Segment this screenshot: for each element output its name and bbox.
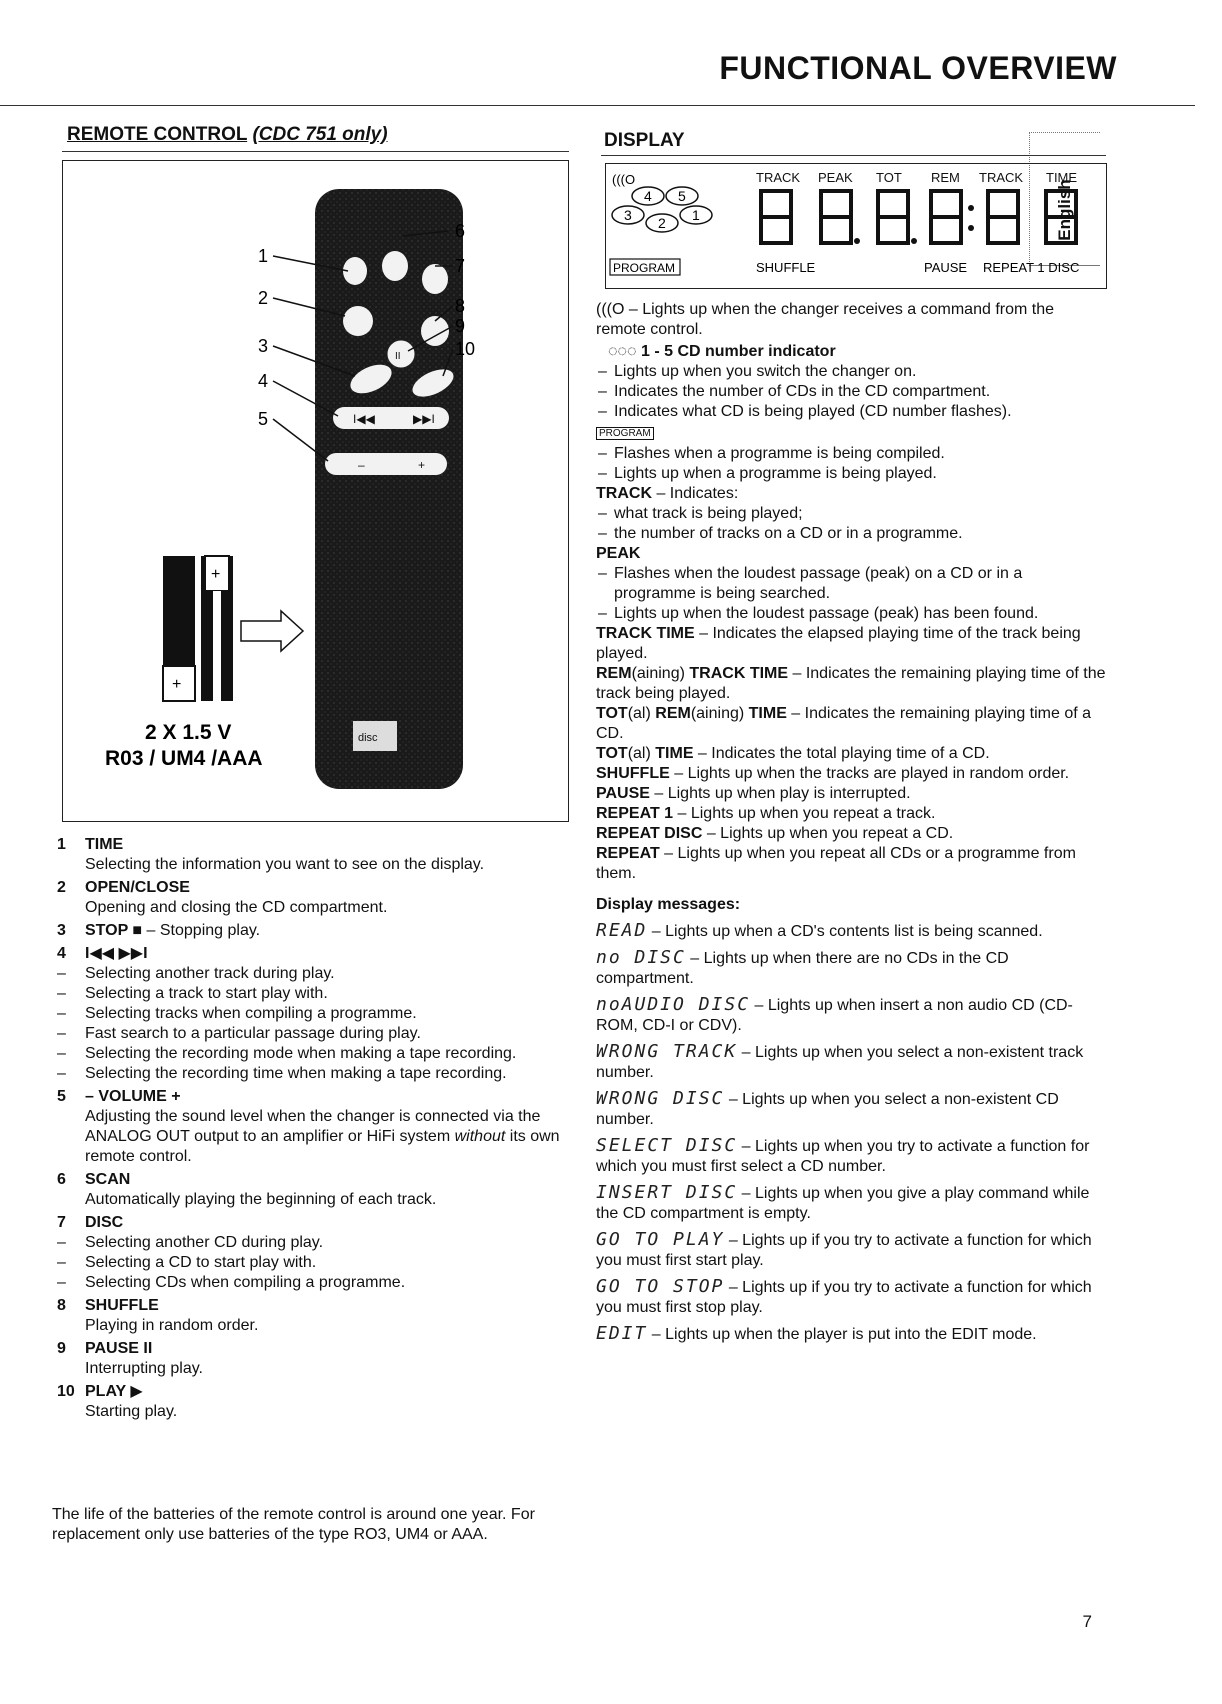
display-heading: DISPLAY [604, 130, 685, 151]
display-message: EDIT – Lights up when the player is put into the EDIT mode. [596, 1323, 1037, 1344]
svg-text:+: + [211, 566, 221, 583]
list-item: 9 PAUSE II Interrupting play. [57, 1340, 203, 1377]
callout-3: 3 [258, 336, 269, 356]
battery-spec-voltage: 2 X 1.5 V [145, 721, 232, 744]
disc-dash-list: – Selecting another CD during play. – Selecting a CD to start play with. – Selecting CDs when compiling a programme. [57, 1233, 577, 1293]
callout-1: 1 [258, 246, 269, 266]
list-item: 5 – VOLUME + Adjusting the sound level when the changer is connected via the ANALOG OUT output to an amplifier or HiFi system without its own remote control. [57, 1088, 560, 1165]
cd-bubbles-icon: ◌◌◌ [608, 343, 637, 360]
callout-9: 9 [455, 316, 466, 336]
lcd-panel [605, 163, 1107, 289]
remote-heading-text: REMOTE CONTROL [67, 124, 248, 145]
svg-text:PEAK: PEAK [818, 170, 853, 185]
svg-text:▶▶I: ▶▶I [413, 412, 435, 426]
callout-7: 7 [455, 256, 466, 276]
page-title: FUNCTIONAL OVERVIEW [719, 50, 1117, 86]
remote-functions-list [57, 835, 577, 1425]
lcd-top-labels [756, 170, 1077, 185]
remote-heading-note: (CDC 751 only) [252, 124, 388, 145]
list-item: 4 I◀◀ ▶▶I [57, 945, 148, 962]
display-message: WRONG TRACK – Lights up when you select a non-existent track number. [596, 1041, 1084, 1081]
cd-number-indicator [612, 187, 712, 232]
batteries-illustration [163, 556, 303, 701]
page-number: 7 [1082, 1612, 1092, 1631]
lcd-digits [761, 191, 1076, 243]
svg-text:2: 2 [658, 215, 666, 231]
list-item: 3 STOP ■ – Stopping play. [57, 922, 261, 939]
pause-label: PAUSE [924, 260, 968, 275]
svg-text:TOT: TOT [876, 170, 902, 185]
callout-5: 5 [258, 409, 269, 429]
svg-text:3: 3 [624, 207, 632, 223]
remote-receive-symbol: (((O [612, 172, 636, 187]
display-message: noAUDIO DISC – Lights up when insert a non audio CD (CD-ROM, CD-I or CDV). [596, 994, 1073, 1034]
svg-text:4: 4 [644, 188, 652, 204]
svg-text:disc: disc [358, 732, 378, 744]
header-rule [0, 105, 1195, 106]
display-message: SELECT DISC – Lights up when you try to activate a function for which you must first select a CD number. [596, 1135, 1090, 1175]
scan-button [382, 251, 408, 281]
battery-note: The life of the batteries of the remote control is around one year. For replacement only use batteries of the type RO3, UM4 or AAA. [52, 1506, 535, 1543]
svg-text:+: + [172, 676, 182, 693]
callout-2: 2 [258, 288, 269, 308]
svg-text:1: 1 [692, 207, 700, 223]
disc-button [422, 264, 448, 294]
battery-spec-type: R03 / UM4 /AAA [105, 747, 263, 770]
list-item: 2 OPEN/CLOSE Opening and closing the CD compartment. [57, 879, 388, 916]
repeat-label: REPEAT 1 DISC [983, 260, 1080, 275]
list-item: 10 PLAY ▶ Starting play. [57, 1383, 178, 1420]
svg-text:II: II [395, 351, 401, 362]
display-message: INSERT DISC – Lights up when you give a play command while the CD compartment is empty. [596, 1182, 1090, 1222]
display-heading-rule [601, 155, 1106, 156]
display-message: GO TO STOP – Lights up if you try to activate a function for which you must first stop play. [596, 1276, 1092, 1316]
volume-bar [325, 453, 447, 475]
list-item: 6 SCAN Automatically playing the beginning of each track. [57, 1171, 437, 1208]
svg-text:5: 5 [678, 188, 686, 204]
language-tab-label: English [1055, 179, 1074, 241]
remote-heading-rule [62, 151, 569, 152]
remote-receive-symbol-inline: (((O [596, 301, 625, 318]
list-item: 7 DISC [57, 1214, 124, 1231]
svg-text:I◀◀: I◀◀ [353, 412, 375, 426]
svg-text:TRACK: TRACK [979, 170, 1024, 185]
display-message: WRONG DISC – Lights up when you select a non-existent CD number. [596, 1088, 1059, 1128]
svg-text:+: + [418, 458, 426, 472]
lcd-illustration [606, 164, 1106, 288]
svg-text:REM: REM [931, 170, 960, 185]
list-item: 8 SHUFFLE Playing in random order. [57, 1297, 259, 1334]
display-messages-heading: Display messages: [596, 896, 741, 913]
pause-button [387, 340, 415, 368]
program-badge: PROGRAM [596, 427, 654, 440]
svg-text:TRACK: TRACK [756, 170, 801, 185]
remote-heading [67, 124, 388, 146]
program-label: PROGRAM [613, 261, 676, 275]
display-message: READ – Lights up when a CD's contents list is being scanned. [596, 920, 1043, 941]
display-message: no DISC – Lights up when there are no CDs in the CD compartment. [596, 947, 1009, 987]
callout-10: 10 [455, 339, 476, 359]
callout-8: 8 [455, 296, 466, 316]
remote-illustration [63, 161, 568, 821]
callout-4: 4 [258, 371, 269, 391]
skip-dash-list: – Selecting another track during play. – Selecting a track to start play with. – Selecting tracks when compiling a programme. – Fast search to a particular passage during play. – Selecting the recording mode when making a tape recording. – Selecting the recording time when making a tape recording. [57, 964, 577, 1084]
svg-text:–: – [358, 458, 365, 472]
display-message: GO TO PLAY – Lights up if you try to activate a function for which you must first start play. [596, 1229, 1092, 1269]
shuffle-label: SHUFFLE [756, 260, 816, 275]
display-description: (((O – Lights up when the changer receives a command from the remote control. ◌◌◌ 1 - 5 CD number indicator – Lights up when you switch the changer on. – Indicates the number of CDs in the CD compartment. – Indicates what CD is being played (CD number flashes). PROGRAM – Flashes when a programme is being compiled. – Lights up when a programme is being played. TRACK – Indicates: – what track is being played; – the number of tracks on a CD or in a programme. PEAK – Flashes when the loudest passage (peak) on a CD or in a programme is being searched. – Lights up when the loudest passage (peak) has been found. TRACK TIME – Indicates the elapsed playing time of the track being played. REM(aining) TRACK TIME – Indicates the remaining playing time of the track being played. TOT(al) REM(aining) TIME – Indicates the remaining playing time of a CD. TOT(al) TIME – Indicates the total playing time of a CD. SHUFFLE – Lights up when the tracks are played in random order. PAUSE – Lights up when play is interrupted. REPEAT 1 – Lights up when you repeat a track. REPEAT DISC – Lights up when you repeat a CD. REPEAT – Lights up when you repeat all CDs or a programme from them. [596, 300, 1106, 884]
remote-illustration-panel [62, 160, 569, 822]
open-close-button [343, 306, 373, 336]
display-messages [596, 895, 1106, 1351]
list-item: 1 TIME Selecting the information you want to see on the display. [57, 836, 485, 873]
svg-text:TIME: TIME [1046, 170, 1078, 185]
callout-6: 6 [455, 221, 466, 241]
